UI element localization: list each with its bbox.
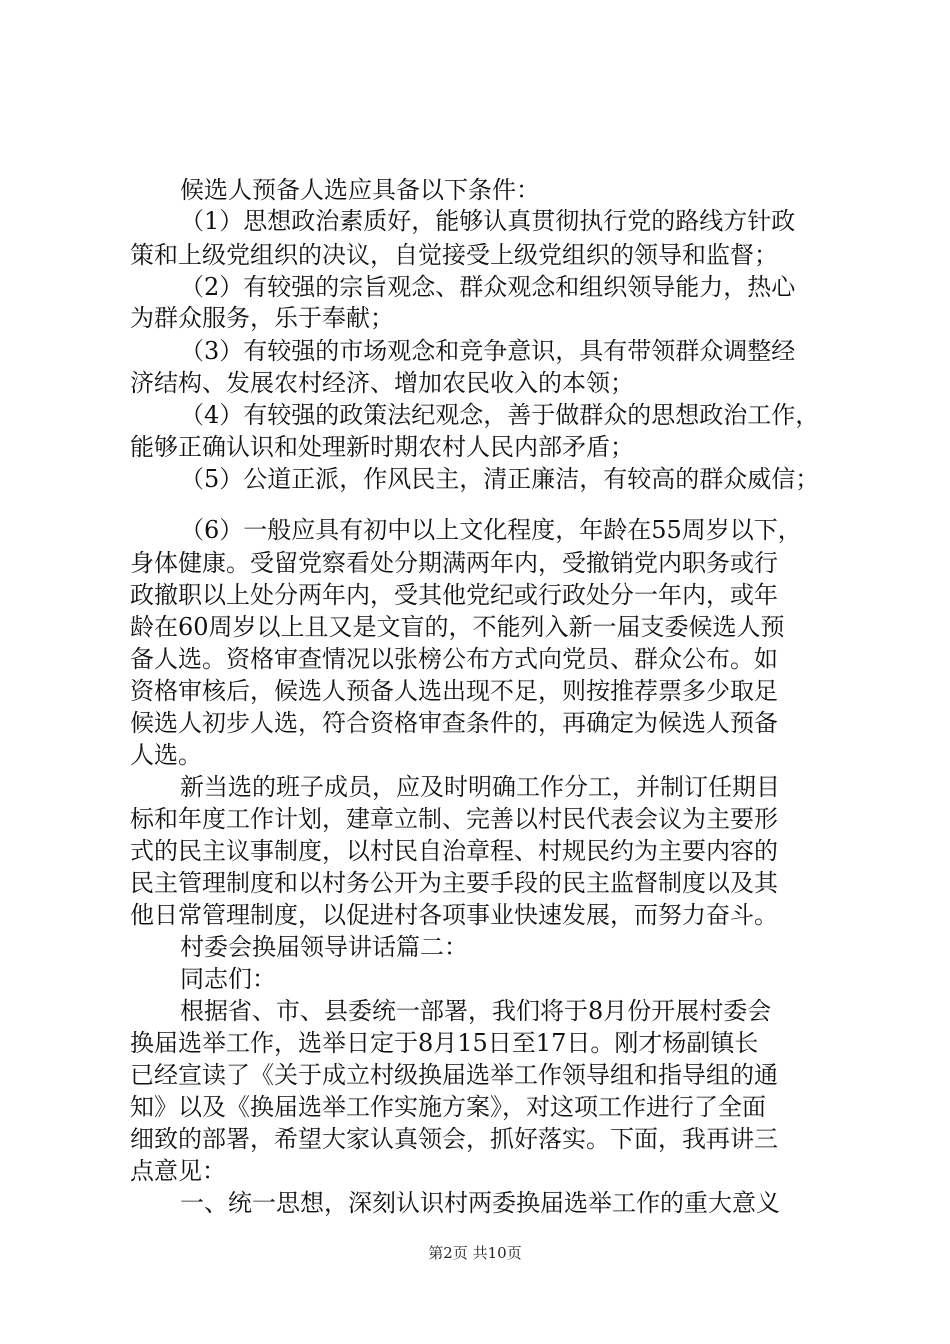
text-line: 已经宣读了《关于成立村级换届选举工作领导组和指导组的通: [130, 1061, 778, 1089]
text-line: （4）有较强的政策法纪观念，善于做群众的思想政治工作，: [180, 401, 820, 429]
text-line: 民主管理制度和以村务公开为主要手段的民主监督制度以及其: [130, 869, 778, 897]
text-line: 候选人初步人选，符合资格审查条件的，再确定为候选人预备: [130, 709, 778, 737]
text-line: 一、统一思想，深刻认识村两委换届选举工作的重大意义: [180, 1189, 780, 1217]
page-number-footer: 第2页 共10页: [428, 1244, 522, 1262]
text-line: 换届选举工作，选举日定于8月15日至17日。刚才杨副镇长: [130, 1029, 759, 1057]
text-line: 根据省、市、县委统一部署，我们将于8月份开展村委会: [180, 997, 772, 1025]
text-line: （6）一般应具有初中以上文化程度，年龄在55周岁以下，: [180, 516, 802, 544]
text-line: 人选。: [130, 741, 202, 769]
text-line: 村委会换届领导讲话篇二：: [180, 933, 468, 961]
text-line: （2）有较强的宗旨观念、群众观念和组织领导能力，热心: [180, 273, 796, 301]
text-line: 点意见：: [130, 1157, 226, 1185]
text-line: 知》以及《换届选举工作实施方案》，对这项工作进行了全面: [130, 1093, 766, 1121]
text-line: （5）公道正派，作风民主，清正廉洁，有较高的群众威信；: [180, 465, 820, 493]
text-line: （3）有较强的市场观念和竞争意识，具有带领群众调整经: [180, 337, 796, 365]
text-line: 同志们：: [180, 965, 276, 993]
text-line: 式的民主议事制度，以村民自治章程、村规民约为主要内容的: [130, 837, 778, 865]
text-line: 身体健康。受留党察看处分期满两年内，受撤销党内职务或行: [130, 549, 778, 577]
text-line: 细致的部署，希望大家认真领会，抓好落实。下面，我再讲三: [130, 1125, 778, 1153]
text-line: 资格审核后，候选人预备人选出现不足，则按推荐票多少取足: [130, 677, 778, 705]
text-line: 政撤职以上处分两年内，受其他党纪或行政处分一年内，或年: [130, 581, 778, 609]
text-line: 标和年度工作计划，建章立制、完善以村民代表会议为主要形: [130, 805, 778, 833]
text-line: 备人选。资格审查情况以张榜公布方式向党员、群众公布。如: [130, 645, 778, 673]
text-line: 他日常管理制度，以促进村各项事业快速发展，而努力奋斗。: [130, 901, 778, 929]
text-line: 新当选的班子成员，应及时明确工作分工，并制订任期目: [180, 773, 780, 801]
text-line: 龄在60周岁以上且又是文盲的，不能列入新一届支委候选人预: [130, 613, 785, 641]
text-line: 候选人预备人选应具备以下条件：: [180, 176, 540, 204]
text-line: 济结构、发展农村经济、增加农民收入的本领；: [130, 369, 634, 397]
text-line: （1）思想政治素质好，能够认真贯彻执行党的路线方针政: [180, 207, 796, 235]
text-line: 为群众服务，乐于奉献；: [130, 304, 394, 332]
text-line: 能够正确认识和处理新时期农村人民内部矛盾；: [130, 433, 634, 461]
text-line: 策和上级党组织的决议，自觉接受上级党组织的领导和监督；: [130, 241, 778, 269]
